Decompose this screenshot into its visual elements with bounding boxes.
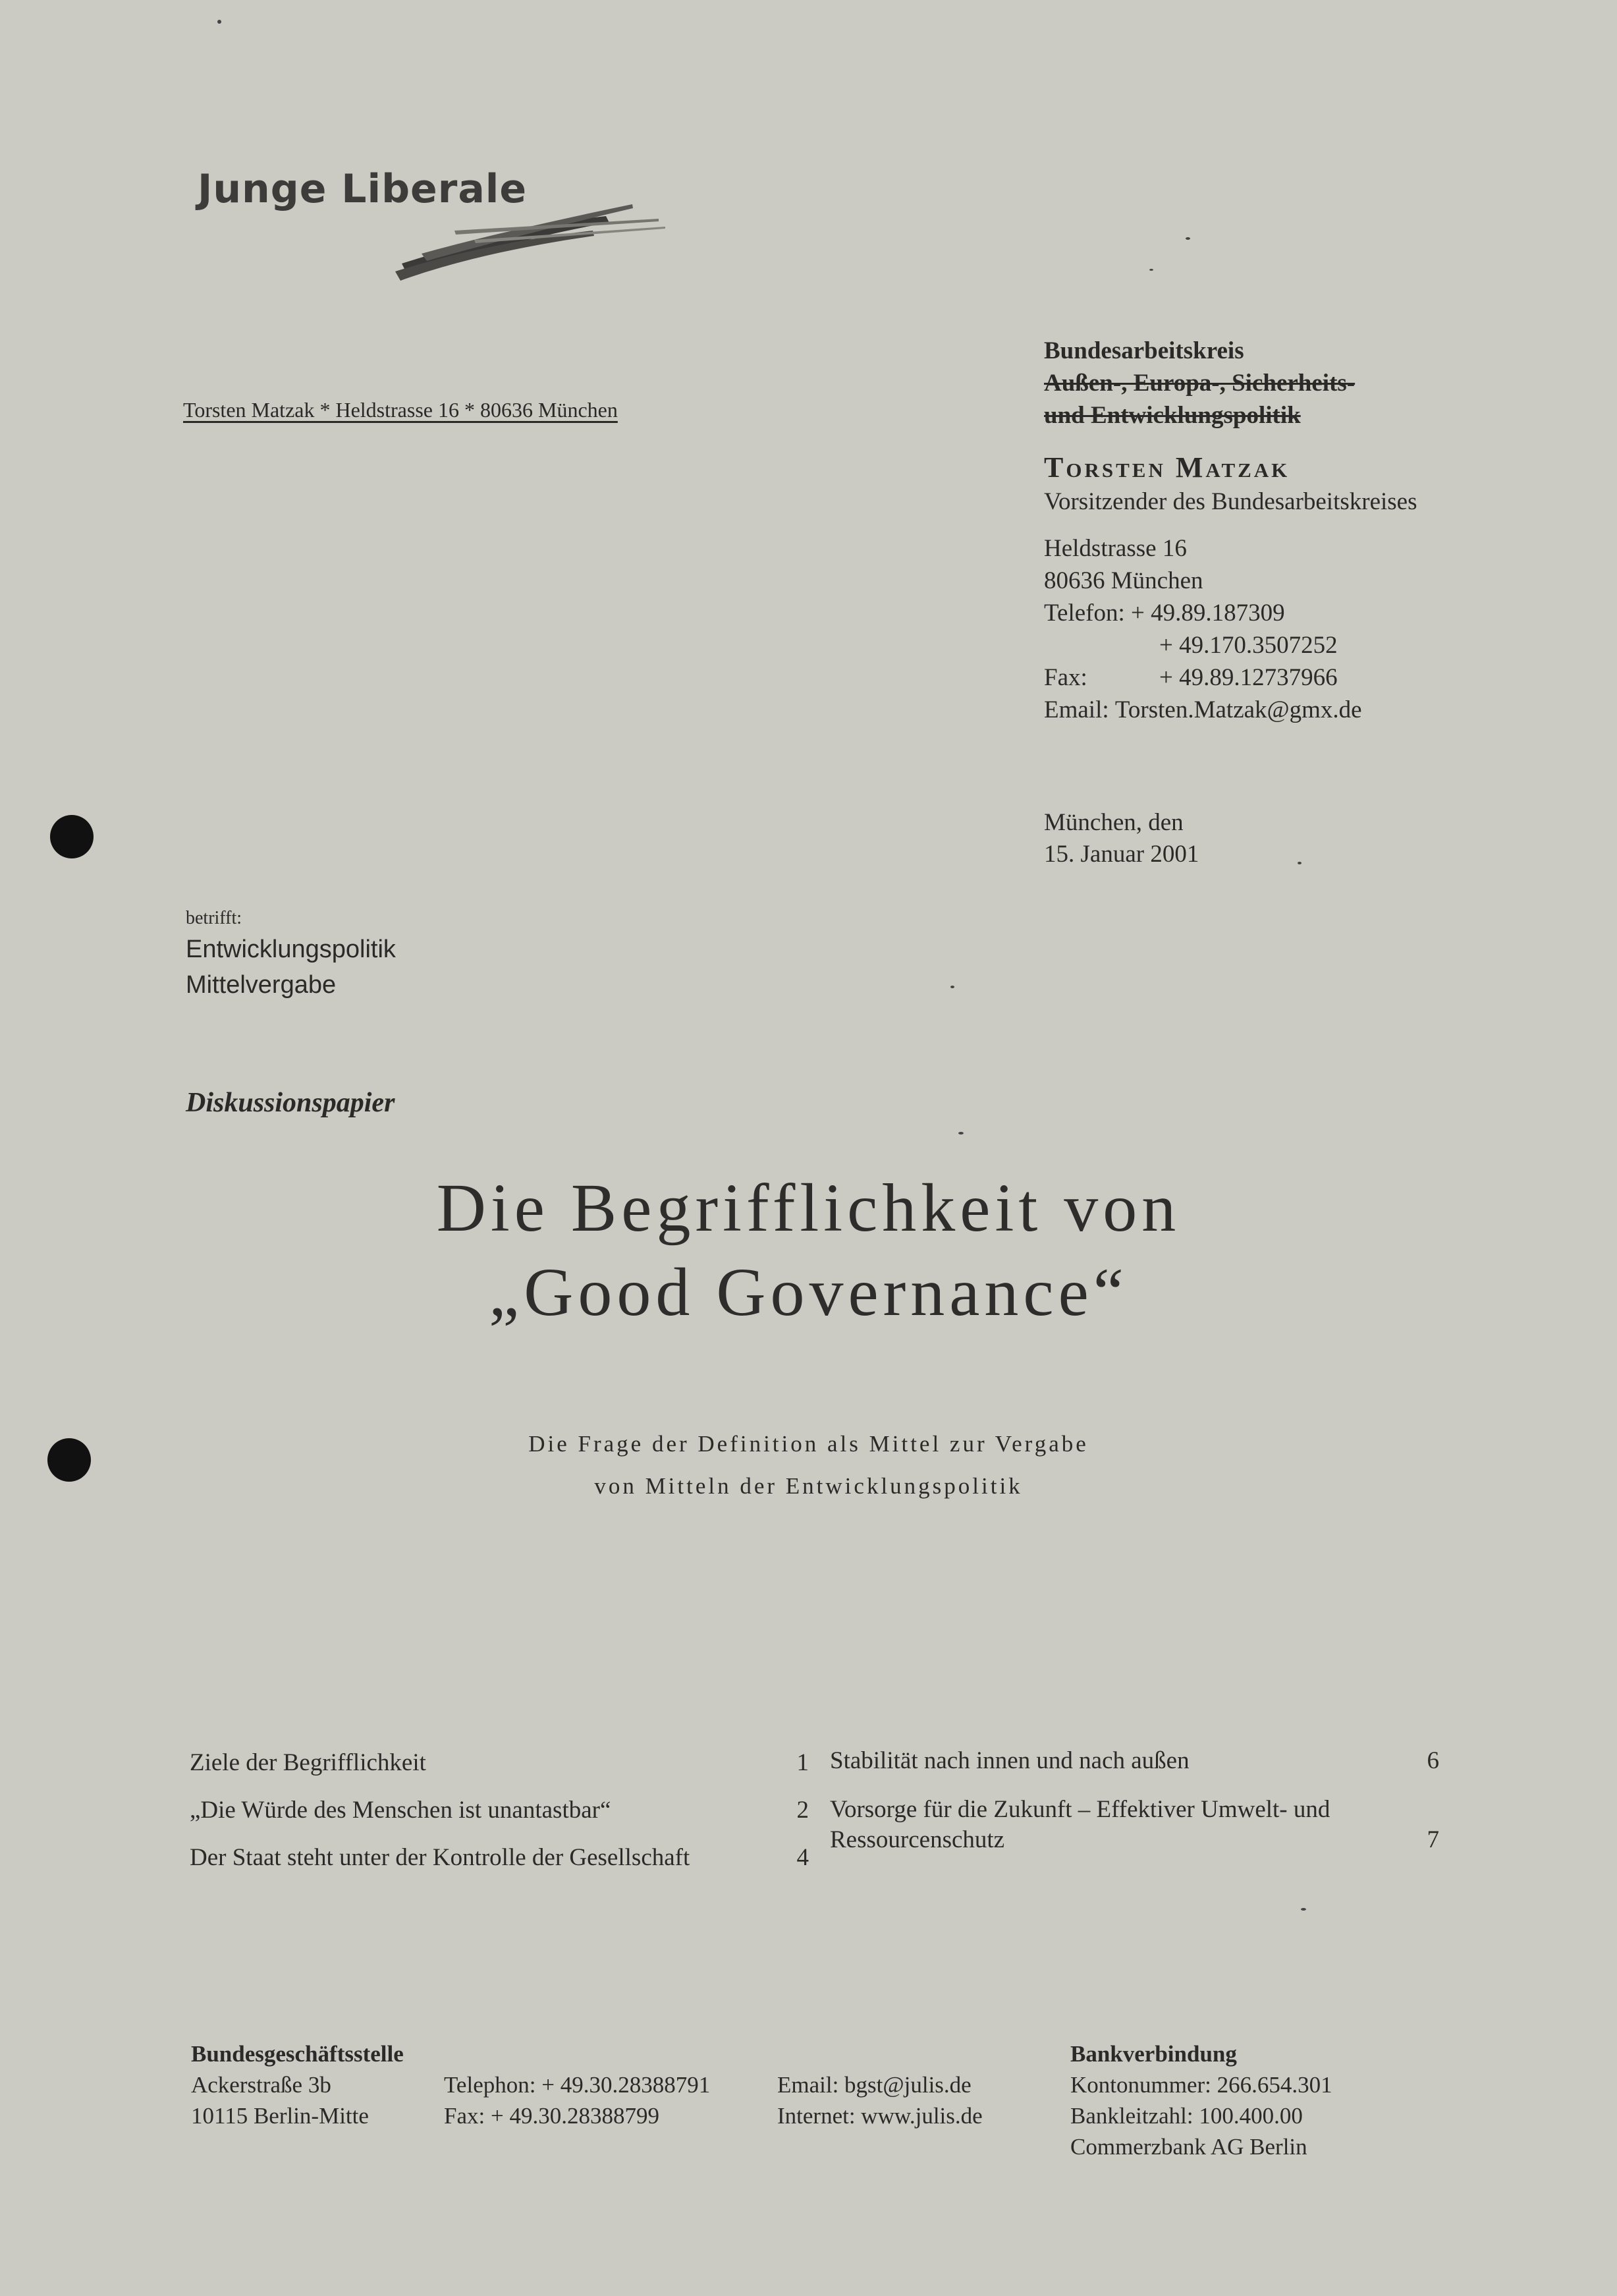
toc-entry-label-line1: Vorsorge für die Zukunft – Effektiver Umwelt- und	[830, 1796, 1330, 1823]
email-label: Email:	[1044, 696, 1109, 723]
subject-line1: Entwicklungspolitik	[186, 936, 396, 963]
toc-entry	[190, 1843, 815, 1890]
footer-phone-fax	[444, 2069, 710, 2131]
toc-entry-page: 6	[1427, 1747, 1439, 1774]
footer-street: Ackerstraße 3b	[191, 2072, 331, 2098]
toc-entry	[190, 1795, 815, 1843]
subject-line2: Mittelvergabe	[186, 971, 337, 999]
subtitle-line1: Die Frage der Definition als Mittel zur Vergabe	[528, 1431, 1089, 1457]
subtitle-line2: von Mitteln der Entwicklungspolitik	[594, 1473, 1023, 1499]
paper-speck	[1149, 269, 1153, 271]
date-value: 15. Januar 2001	[1044, 841, 1199, 868]
toc-entry-label: Stabilität nach innen und nach außen	[830, 1747, 1190, 1774]
fax-label: Fax:	[1044, 664, 1087, 691]
sender-fax-row	[1044, 661, 1505, 694]
title-line2: „Good Governance“	[489, 1254, 1128, 1330]
footer-fax: Fax: + 49.30.28388799	[444, 2103, 659, 2129]
punch-hole	[50, 815, 94, 858]
paper-speck	[950, 986, 954, 988]
subject-label: betrifft:	[186, 908, 242, 928]
email-address: Torsten.Matzak@gmx.de	[1114, 696, 1362, 723]
sender-org-line1: Bundesarbeitskreis	[1044, 337, 1244, 364]
phone-1: + 49.89.187309	[1131, 600, 1285, 627]
sender-city: 80636 München	[1044, 567, 1203, 594]
sender-org-line2: Außen-, Europa-, Sicherheits-	[1044, 370, 1356, 397]
return-address: Torsten Matzak * Heldstrasse 16 * 80636 München	[183, 398, 618, 422]
toc-entry-label: Der Staat steht unter der Kontrolle der Gesellschaft	[190, 1844, 690, 1871]
footer-blz: Bankleitzahl: 100.400.00	[1070, 2103, 1303, 2129]
paper-speck	[1298, 862, 1302, 864]
paper-speck	[1301, 1908, 1306, 1911]
logo-text: Junge Liberale	[198, 166, 528, 212]
phone-label: Telefon:	[1044, 600, 1125, 627]
sender-name: Torsten Matzak	[1044, 451, 1290, 484]
sender-contact	[1044, 532, 1505, 726]
paper-speck	[217, 20, 221, 24]
document-subtitle	[0, 1423, 1617, 1507]
toc-entry	[190, 1748, 815, 1795]
sender-phone-row	[1044, 597, 1505, 629]
footer-bank-name: Commerzbank AG Berlin	[1070, 2134, 1307, 2160]
document-title	[0, 1166, 1617, 1335]
toc-entry-label: Ziele der Begrifflichkeit	[190, 1749, 426, 1776]
toc-entry-page: 4	[796, 1844, 809, 1871]
sender-org-line3: und Entwicklungspolitik	[1044, 402, 1301, 429]
footer-office	[191, 2038, 404, 2131]
footer-online	[777, 2069, 983, 2131]
toc-entry-label	[830, 1795, 1413, 1855]
title-line1: Die Begrifflichkeit von	[436, 1170, 1181, 1246]
subject-lines	[186, 932, 396, 1003]
footer-office-title: Bundesgeschäftsstelle	[191, 2041, 404, 2067]
paper-speck	[1186, 237, 1190, 240]
footer-bank	[1070, 2038, 1332, 2162]
date-place: München, den	[1044, 809, 1184, 836]
footer-account: Kontonummer: 266.654.301	[1070, 2072, 1332, 2098]
junge-liberale-logo	[198, 158, 698, 290]
phone-2: + 49.170.3507252	[1159, 632, 1338, 659]
date-block	[1044, 807, 1199, 870]
footer-internet: Internet: www.julis.de	[777, 2103, 983, 2129]
toc-entry-page: 2	[796, 1797, 809, 1824]
toc-left-column	[190, 1748, 815, 1890]
sender-block	[1044, 335, 1505, 726]
sender-street: Heldstrasse 16	[1044, 535, 1187, 562]
logo-swoosh-icon	[395, 184, 672, 283]
footer-city: 10115 Berlin-Mitte	[191, 2103, 369, 2129]
footer-bank-title: Bankverbindung	[1070, 2041, 1237, 2067]
punch-hole	[47, 1438, 91, 1482]
footer-phone: Telephon: + 49.30.28388791	[444, 2072, 711, 2098]
toc-entry	[830, 1795, 1439, 1855]
footer-email: Email: bgst@julis.de	[777, 2072, 972, 2098]
toc-entry-page: 1	[796, 1749, 809, 1776]
toc-entry-label: „Die Würde des Menschen ist unantastbar“	[190, 1797, 611, 1824]
toc-entry-label-line2: Ressourcenschutz	[830, 1826, 1005, 1853]
fax-number: + 49.89.12737966	[1159, 664, 1338, 691]
toc-entry	[830, 1746, 1439, 1795]
toc-right-column	[830, 1746, 1439, 1855]
sender-role: Vorsitzender des Bundesarbeitskreises	[1044, 488, 1417, 515]
document-type: Diskussionspapier	[186, 1088, 395, 1118]
sender-email-row	[1044, 694, 1505, 726]
toc-entry-page: 7	[1427, 1826, 1439, 1853]
paper-speck	[958, 1132, 964, 1134]
